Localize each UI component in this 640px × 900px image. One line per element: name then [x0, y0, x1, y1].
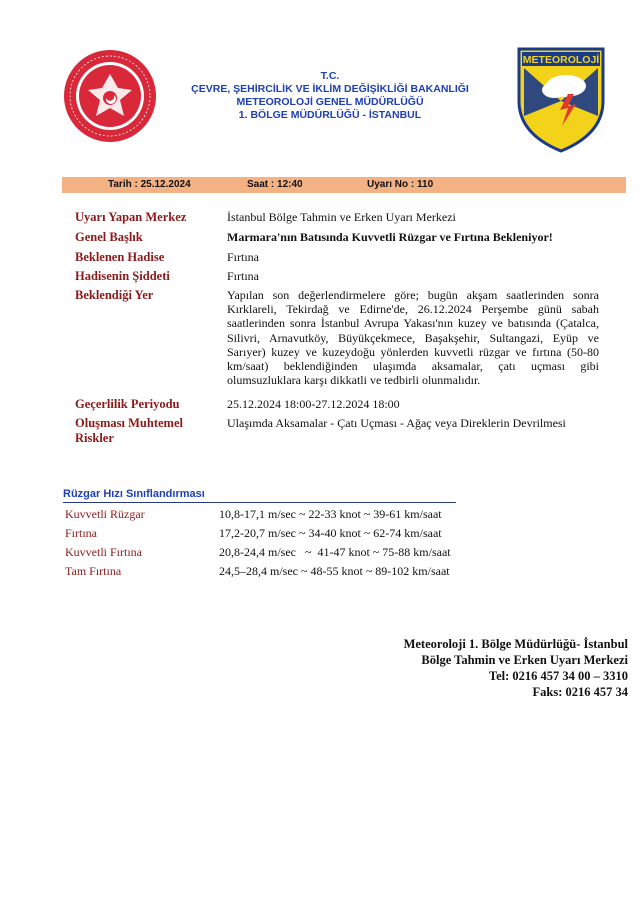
title-value: Marmara'nın Batısında Kuvvetli Rüzgar ve Fırtına Bekleniyor! — [227, 230, 553, 244]
warning-number: Uyarı No : 110 — [367, 179, 434, 190]
footer-fax: Faks: 0216 457 34 — [532, 685, 628, 699]
validity-label: Geçerlilik Periyodu — [75, 397, 180, 411]
place-label: Beklendiği Yer — [75, 288, 154, 302]
risks-label: Oluşması Muhtemel Riskler — [75, 416, 183, 445]
wind-row-label: Kuvvetli Rüzgar — [65, 507, 145, 521]
footer-office: Meteoroloji 1. Bölge Müdürlüğü- İstanbul — [403, 637, 628, 651]
footer-phone: Tel: 0216 457 34 00 – 3310 — [488, 669, 628, 683]
logo-text: METEOROLOJİ — [522, 54, 600, 66]
center-value: İstanbul Bölge Tahmin ve Erken Uyarı Merkezi — [227, 210, 456, 224]
wind-classification-title: Rüzgar Hızı Sınıflandırması — [63, 488, 205, 500]
severity-value: Fırtına — [227, 269, 259, 283]
ministry-seal-logo — [62, 48, 158, 144]
wind-row-value: 10,8-17,1 m/sec ~ 22-33 knot ~ 39-61 km/saat — [219, 507, 442, 521]
wind-row-value: 20,8-24,4 m/sec ~ 41-47 knot ~ 75-88 km/saat — [219, 545, 451, 559]
risks-value: Ulaşımda Aksamalar - Çatı Uçması - Ağaç veya Direklerin Devrilmesi — [227, 416, 566, 430]
document-header — [160, 70, 500, 122]
event-value: Fırtına — [227, 250, 259, 264]
header-directorate: METEOROLOJİ GENEL MÜDÜRLÜĞÜ — [236, 96, 424, 108]
footer-center: Bölge Tahmin ve Erken Uyarı Merkezi — [421, 653, 628, 667]
warning-date: Tarih : 25.12.2024 — [108, 179, 191, 190]
warning-time: Saat : 12:40 — [247, 179, 303, 190]
wind-row-label: Kuvvetli Fırtına — [65, 545, 142, 559]
wind-divider — [63, 502, 456, 503]
wind-row-value: 24,5–28,4 m/sec ~ 48-55 knot ~ 89-102 km/saat — [219, 564, 450, 578]
wind-row-label: Tam Fırtına — [65, 564, 122, 578]
severity-label: Hadisenin Şiddeti — [75, 269, 170, 283]
meteoroloji-logo — [516, 46, 606, 154]
header-region: 1. BÖLGE MÜDÜRLÜĞÜ - İSTANBUL — [238, 109, 422, 121]
title-label: Genel Başlık — [75, 230, 143, 244]
wind-row-value: 17,2-20,7 m/sec ~ 34-40 knot ~ 62-74 km/saat — [219, 526, 442, 540]
event-label: Beklenen Hadise — [75, 250, 165, 264]
place-value: Yapılan son değerlendirmelere göre; bugün akşam saatlerinden sonra Kırklareli, Tekirdağ ve Edirne'de, 26.12.2024 Perşembe günü sabah saatlerinden sonra İstanbul Avrupa Yakası'nın kuzey ve batısında (Çatalca, Silivri, Arnavutköy, Büyükçekmece, Başakşehir, Sultangazi, Eyüp ve Sarıyer) kuzey ve kuzeydoğu yönlerden kuvvetli rüzgar ve fırtına (50-80 km/saat) beklendiğinden ulaşımda aksamalar, çatı uçması gibi olumsuzluklara karşı dikkatli ve tedbirli olunmalıdır. — [227, 288, 599, 388]
center-label: Uyarı Yapan Merkez — [75, 210, 187, 224]
warning-info-bar — [62, 177, 626, 193]
wind-row-label: Fırtına — [65, 526, 97, 540]
validity-value: 25.12.2024 18:00-27.12.2024 18:00 — [227, 397, 400, 411]
contact-footer — [404, 636, 628, 700]
header-tc: T.C. — [320, 70, 340, 82]
header-ministry: ÇEVRE, ŞEHİRCİLİK VE İKLİM DEĞİŞİKLİĞİ BAKANLIĞI — [191, 83, 469, 95]
